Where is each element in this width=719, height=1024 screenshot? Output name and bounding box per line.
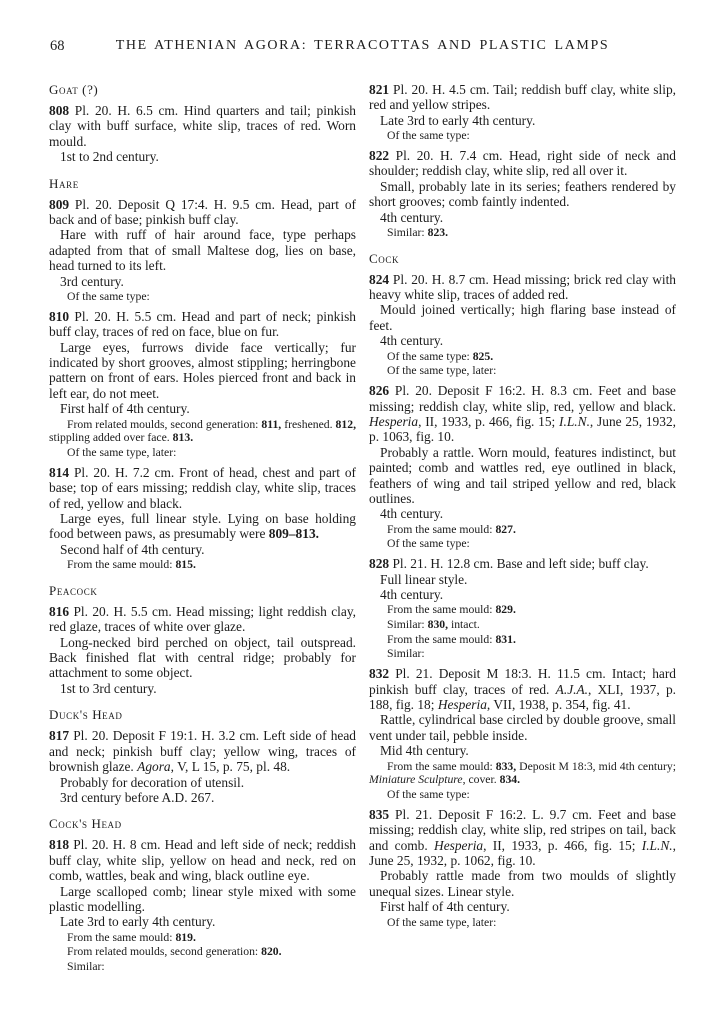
- paragraph: First half of 4th century.: [60, 401, 190, 417]
- cross-reference-note: From the same mould: 827.: [387, 522, 516, 536]
- cross-reference-note: Of the same type:: [387, 129, 470, 143]
- paragraph: 3rd century.: [60, 273, 124, 289]
- catalog-entry: 821 Pl. 20. H. 4.5 cm. Tail; reddish buff clay, white slip, red and yellow stripes.: [369, 82, 676, 113]
- catalog-entry: 814 Pl. 20. H. 7.2 cm. Front of head, chest and part of base; top of ears missing; reddish clay, white slip, traces of red, yellow and black.: [49, 464, 356, 511]
- paragraph: Late 3rd to early 4th century.: [60, 914, 216, 930]
- cross-reference-note: Similar:: [387, 647, 425, 661]
- paragraph: 4th century.: [380, 333, 444, 349]
- cross-reference-note: From the same mould: 831.: [387, 632, 516, 646]
- left-column: [49, 82, 356, 974]
- paragraph: Probably rattle made from two moulds of slightly unequal sizes. Linear style.: [369, 868, 676, 899]
- section-heading: Peacock: [49, 582, 98, 598]
- paragraph: Hare with ruff of hair around face, type perhaps adapted from that of small Maltese dog, lies on base, head turned to its left.: [49, 227, 356, 274]
- cross-reference-note: Of the same type: 825.: [387, 349, 494, 363]
- text-columns: [49, 82, 676, 974]
- paragraph: 3rd century before A.D. 267.: [60, 789, 215, 805]
- cross-reference-note: From the same mould: 819.: [67, 930, 196, 944]
- paragraph: First half of 4th century.: [380, 899, 510, 915]
- section-heading: Duck's Head: [49, 707, 123, 723]
- paragraph: Large eyes, furrows divide face vertically; fur indicated by short grooves, almost stippling; herringbone pattern on front of ears. Holes pierced front and back in left ear, do not meet.: [49, 339, 356, 401]
- cross-reference-note: Of the same type:: [387, 537, 470, 551]
- running-header: [49, 38, 676, 56]
- paragraph: Second half of 4th century.: [60, 541, 205, 557]
- paragraph: Large scalloped comb; linear style mixed with some plastic modelling.: [49, 883, 356, 914]
- cross-reference-note: Of the same type:: [387, 788, 470, 802]
- running-title: THE ATHENIAN AGORA: TERRACOTTAS AND PLASTIC LAMPS: [115, 38, 610, 53]
- section-heading: Hare: [49, 175, 79, 191]
- catalog-entry: 835 Pl. 21. Deposit F 16:2. L. 9.7 cm. Feet and base missing; reddish clay, white slip, red stripes on tail, back and comb. Hesperia, II, 1933, p. 466, fig. 15; I.L.N., June 25, 1932, p. 1062, fig. 10.: [369, 806, 676, 868]
- cross-reference-note: Of the same type, later:: [387, 364, 497, 378]
- paragraph: Probably a rattle. Worn mould, features indistinct, but painted; comb and wattles red, eye outlined in black, feathers of wing and tail striped yellow and red, black outlines.: [369, 444, 676, 506]
- catalog-entry: 816 Pl. 20. H. 5.5 cm. Head missing; light reddish clay, red glaze, traces of white over glaze.: [49, 603, 356, 635]
- cross-reference-note: From the same mould: 833, Deposit M 18:3, mid 4th century; Miniature Sculpture, cover. 834.: [369, 759, 676, 787]
- paragraph: Small, probably late in its series; feathers rendered by short grooves; comb faintly indented.: [369, 178, 676, 210]
- catalog-entry: 817 Pl. 20. Deposit F 19:1. H. 3.2 cm. Left side of head and neck; pinkish buff clay; yellow wing, traces of brownish glaze. Agora, V, L 15, p. 75, pl. 48.: [49, 728, 356, 775]
- paragraph: Probably for decoration of utensil.: [60, 774, 245, 790]
- cross-reference-note: From related moulds, second generation: 820.: [67, 945, 282, 959]
- section-heading: Goat (?): [49, 82, 99, 97]
- catalog-entry: 818 Pl. 20. H. 8 cm. Head and left side of neck; reddish buff clay, white slip, yellow on head and neck, red on comb, wattles, beak and wing, black outline eye.: [49, 837, 356, 884]
- cross-reference-note: Similar: 823.: [387, 225, 449, 239]
- section-heading: Cock: [369, 250, 400, 266]
- paragraph: 4th century.: [380, 506, 444, 522]
- cross-reference-note: Of the same type:: [67, 290, 150, 304]
- section-heading: Cock's Head: [49, 816, 122, 832]
- catalog-entry: 822 Pl. 20. H. 7.4 cm. Head, right side of neck and shoulder; reddish clay, white slip, red all over it.: [369, 147, 676, 179]
- paragraph: 1st to 3rd century.: [60, 680, 157, 696]
- paragraph: Mid 4th century.: [380, 743, 469, 759]
- catalog-entry: 824 Pl. 20. H. 8.7 cm. Head missing; brick red clay with heavy white slip, traces of added red.: [369, 271, 676, 303]
- paragraph: Late 3rd to early 4th century.: [380, 112, 536, 128]
- paragraph: Large eyes, full linear style. Lying on base holding food between paws, as presumably were 809–813.: [49, 510, 356, 542]
- cross-reference-note: Of the same type, later:: [387, 915, 497, 929]
- paragraph: Mould joined vertically; high flaring base instead of feet.: [369, 302, 676, 333]
- paragraph: 4th century.: [380, 586, 444, 602]
- catalog-entry: 808 Pl. 20. H. 6.5 cm. Hind quarters and tail; pinkish clay with buff surface, white slip, traces of red. Worn mould.: [49, 103, 356, 149]
- catalog-entry: 826 Pl. 20. Deposit F 16:2. H. 8.3 cm. Feet and base missing; reddish clay, white slip, red, yellow and black. Hesperia, II, 1933, p. 466, fig. 15; I.L.N., June 25, 1932, p. 1063, fig. 10.: [369, 383, 676, 445]
- paragraph: Full linear style.: [380, 571, 468, 587]
- cross-reference-note: Of the same type, later:: [67, 446, 177, 460]
- catalog-entry: 810 Pl. 20. H. 5.5 cm. Head and part of neck; pinkish buff clay, traces of red on face, blue on fur.: [49, 308, 356, 340]
- catalog-entry: 809 Pl. 20. Deposit Q 17:4. H. 9.5 cm. Head, part of back and of base; pinkish buff clay.: [49, 196, 356, 228]
- cross-reference-note: Similar:: [67, 960, 105, 974]
- paragraph: 4th century.: [380, 209, 444, 225]
- catalog-entry: 832 Pl. 21. Deposit M 18:3. H. 11.5 cm. Intact; hard pinkish buff clay, traces of red. A.J.A., XLI, 1937, p. 188, fig. 18; Hesperia, VII, 1938, p. 354, fig. 41.: [369, 666, 676, 712]
- cross-reference-note: From the same mould: 829.: [387, 603, 516, 617]
- paragraph: 1st to 2nd century.: [60, 149, 159, 165]
- catalog-entry: 828 Pl. 21. H. 12.8 cm. Base and left side; buff clay.: [369, 556, 649, 572]
- page-number: 68: [50, 38, 65, 54]
- cross-reference-note: From the same mould: 815.: [67, 558, 196, 572]
- paragraph: Rattle, cylindrical base circled by double groove, small vent under tail, pebble inside.: [369, 712, 676, 743]
- paragraph: Long-necked bird perched on object, tail outspread. Back finished flat with central ridge; probably for attachment to some object.: [49, 634, 356, 681]
- right-column: [369, 82, 676, 974]
- cross-reference-note: Similar: 830, intact.: [387, 618, 480, 632]
- cross-reference-note: From related moulds, second generation: 811, freshened. 812, stippling added over face. 813.: [49, 417, 356, 445]
